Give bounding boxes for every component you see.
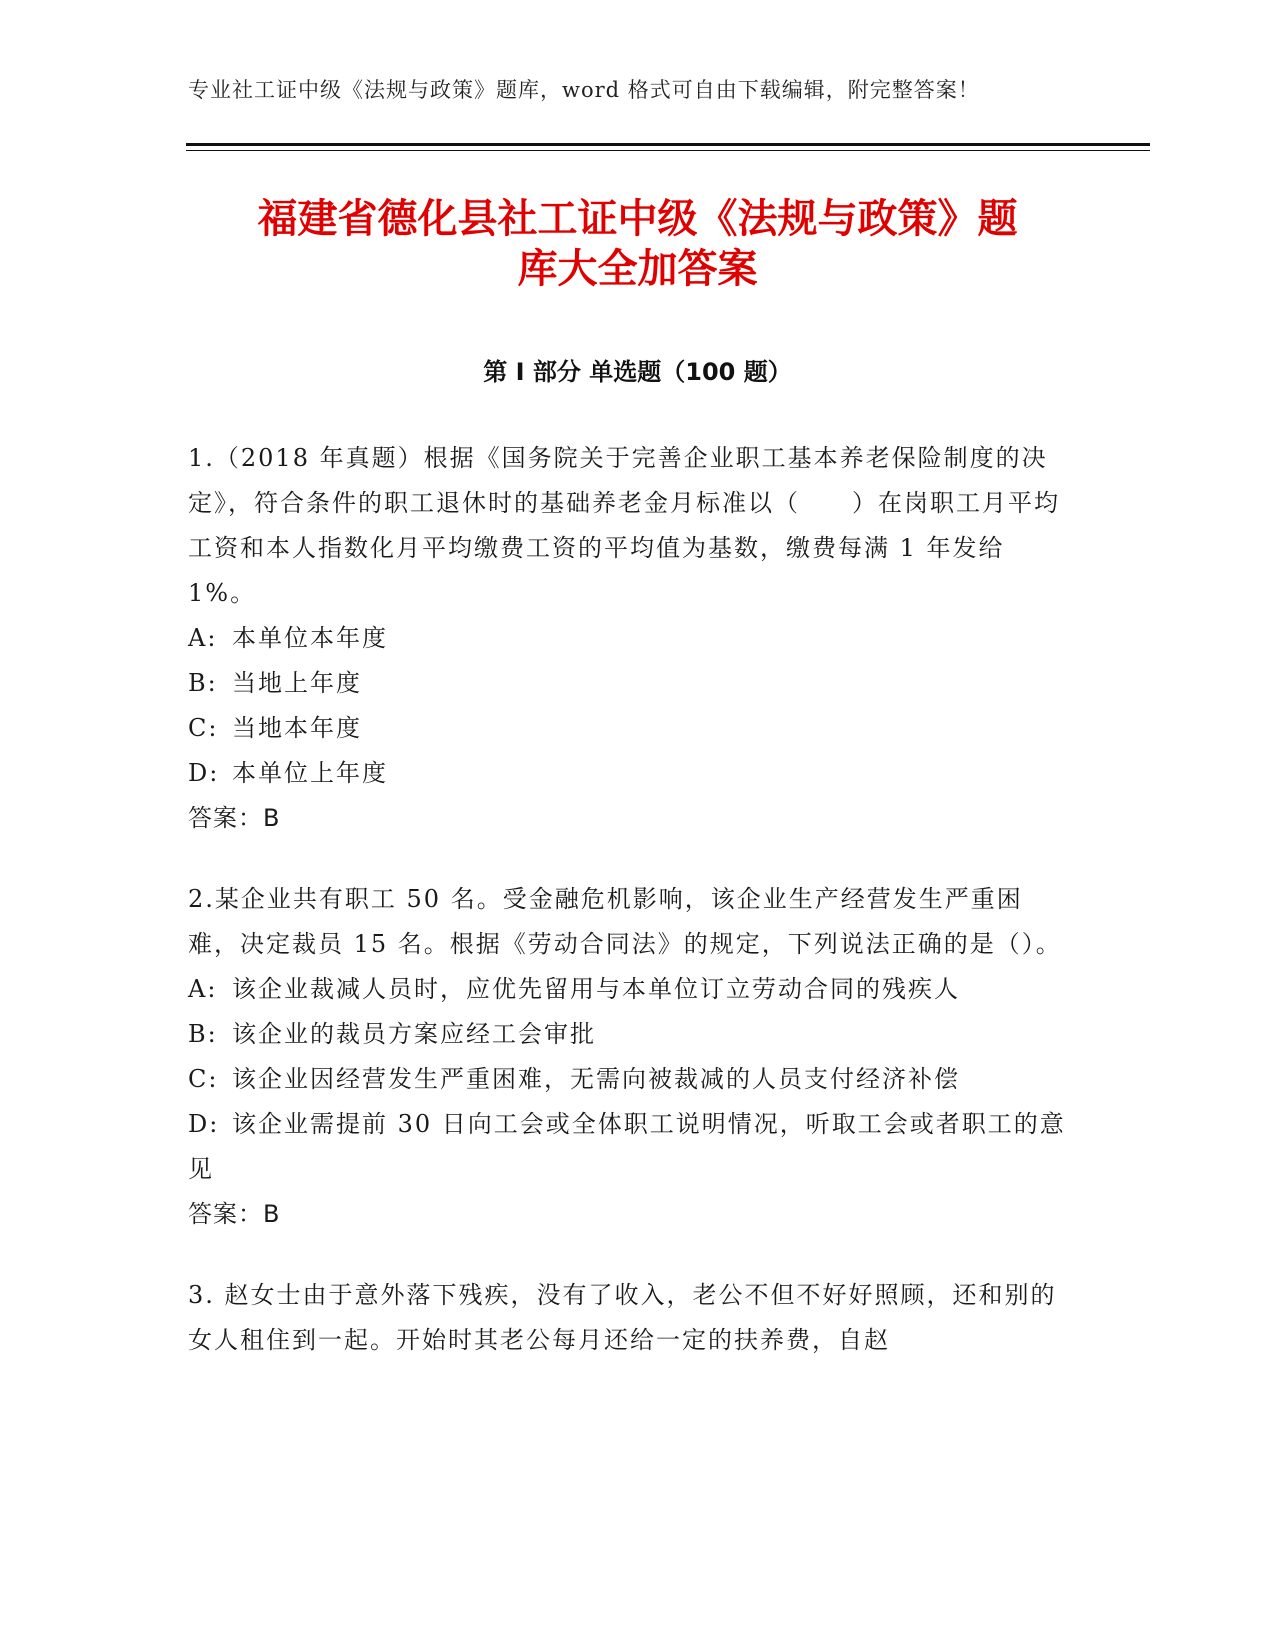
document-title bbox=[150, 194, 1125, 294]
option-key: C: bbox=[188, 714, 219, 742]
option-a bbox=[188, 967, 1068, 1012]
option-text: 本单位本年度 bbox=[232, 624, 388, 652]
option-text: 当地上年度 bbox=[232, 669, 362, 697]
answer: 答案：B bbox=[188, 804, 281, 832]
option-text: 当地本年度 bbox=[232, 714, 362, 742]
header-rule-thick bbox=[186, 143, 1150, 146]
section-heading: 第 I 部分 单选题（100 题） bbox=[483, 358, 792, 386]
header-rule-thin bbox=[186, 150, 1150, 151]
option-key: D: bbox=[188, 1110, 220, 1138]
option-c bbox=[188, 706, 1068, 751]
question-list bbox=[188, 436, 1068, 1399]
answer: 答案：B bbox=[188, 1200, 281, 1228]
question-stem: 3. 赵女士由于意外落下残疾，没有了收入，老公不但不好好照顾，还和别的女人租住到一起。开始时其老公每月还给一定的扶养费，自赵 bbox=[188, 1281, 1057, 1354]
question-stem: 1.（2018 年真题）根据《国务院关于完善企业职工基本养老保险制度的决定》，符合条件的职工退休时的基础养老金月标准以（ ）在岗职工月平均工资和本人指数化月平均缴费工资的平均值为基数，缴费每满 1 年发给 1%。 bbox=[188, 444, 1060, 607]
option-key: C: bbox=[188, 1065, 219, 1093]
title-line-2: 库大全加答案 bbox=[517, 246, 758, 292]
option-key: D: bbox=[188, 759, 220, 787]
option-key: B: bbox=[188, 669, 218, 697]
question-stem: 2.某企业共有职工 50 名。受金融危机影响，该企业生产经营发生严重困难，决定裁员 15 名。根据《劳动合同法》的规定，下列说法正确的是（）。 bbox=[188, 885, 1062, 958]
question-2 bbox=[188, 877, 1068, 1237]
option-b bbox=[188, 661, 1068, 706]
option-text: 本单位上年度 bbox=[232, 759, 388, 787]
option-d bbox=[188, 1102, 1068, 1192]
option-c bbox=[188, 1057, 1068, 1102]
option-text: 该企业裁减人员时，应优先留用与本单位订立劳动合同的残疾人 bbox=[232, 975, 960, 1003]
option-key: B: bbox=[188, 1020, 218, 1048]
option-key: A: bbox=[188, 975, 218, 1003]
option-d bbox=[188, 751, 1068, 796]
option-key: A: bbox=[188, 624, 218, 652]
option-text: 该企业因经营发生严重困难，无需向被裁减的人员支付经济补偿 bbox=[232, 1065, 960, 1093]
option-text: 该企业的裁员方案应经工会审批 bbox=[232, 1020, 596, 1048]
option-a bbox=[188, 616, 1068, 661]
title-line-1: 福建省德化县社工证中级《法规与政策》题 bbox=[257, 196, 1018, 242]
option-b bbox=[188, 1012, 1068, 1057]
option-text: 该企业需提前 30 日向工会或全体职工说明情况，听取工会或者职工的意见 bbox=[188, 1110, 1066, 1183]
question-1 bbox=[188, 436, 1068, 841]
header-note: 专业社工证中级《法规与政策》题库，word 格式可自由下载编辑，附完整答案！ bbox=[188, 78, 980, 102]
question-3 bbox=[188, 1273, 1068, 1363]
